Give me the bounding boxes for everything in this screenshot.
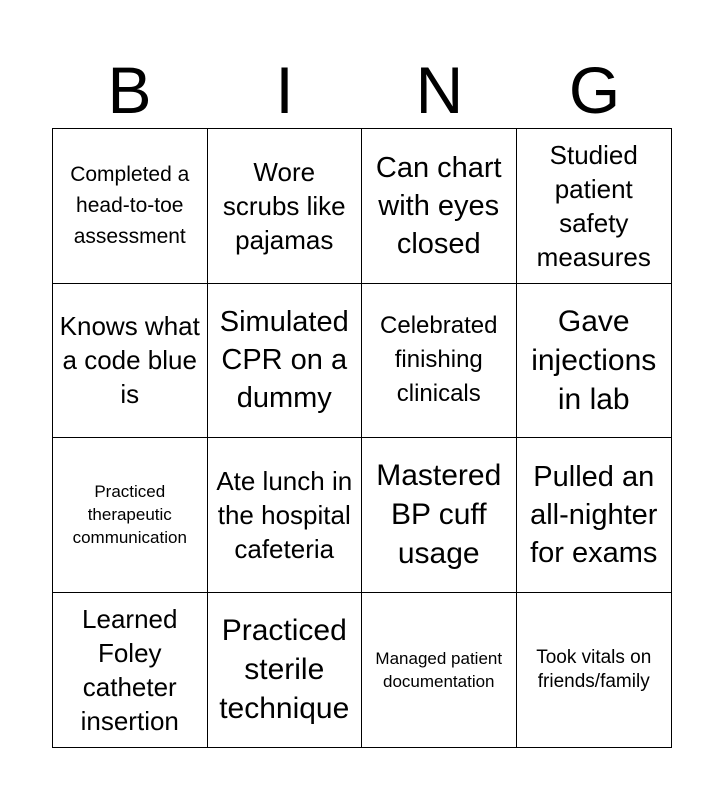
cell-text: Ate lunch in the hospital cafeteria [216,465,353,564]
bingo-cell[interactable] [53,129,208,284]
bingo-header [52,52,672,128]
cell-text: Pulled an all-nighter for exams [530,460,658,569]
bingo-cell[interactable] [362,129,517,284]
bingo-cell[interactable] [53,593,208,748]
cell-text: Studied patient safety measures [536,139,651,272]
header-letter-b: B [107,53,152,127]
cell-text: Can chart with eyes closed [375,151,502,260]
bingo-cell[interactable] [362,284,517,439]
cell-text: Learned Foley catheter insertion [80,603,179,736]
cell-text: Took vitals on friends/family [536,646,652,692]
cell-text: Managed patient documentation [375,648,503,691]
cell-text: Completed a head-to-toe assessment [70,163,190,249]
cell-text: Celebrated finishing clinicals [380,312,498,408]
cell-text: Mastered BP cuff usage [376,459,502,571]
header-letter-g: G [568,53,621,127]
bingo-cell[interactable] [53,438,208,593]
bingo-cell[interactable] [362,593,517,748]
bingo-board [52,128,672,748]
header-letter-i: I [275,53,294,127]
cell-text: Practiced sterile technique [219,614,350,726]
bingo-cell[interactable] [517,284,672,439]
bingo-cell[interactable] [362,438,517,593]
cell-text: Gave injections in lab [531,304,657,416]
header-letter-n: N [415,53,464,127]
bingo-cell[interactable] [517,438,672,593]
bingo-cell[interactable] [208,129,363,284]
bingo-cell[interactable] [208,284,363,439]
cell-text: Practiced therapeutic communication [72,482,187,548]
bingo-cell[interactable] [208,593,363,748]
bingo-cell[interactable] [517,593,672,748]
cell-text: Simulated CPR on a dummy [219,306,349,415]
cell-text: Wore scrubs like pajamas [222,156,346,255]
cell-text: Knows what a code blue is [59,311,200,410]
bingo-cell[interactable] [208,438,363,593]
bingo-cell[interactable] [517,129,672,284]
bingo-cell[interactable] [53,284,208,439]
